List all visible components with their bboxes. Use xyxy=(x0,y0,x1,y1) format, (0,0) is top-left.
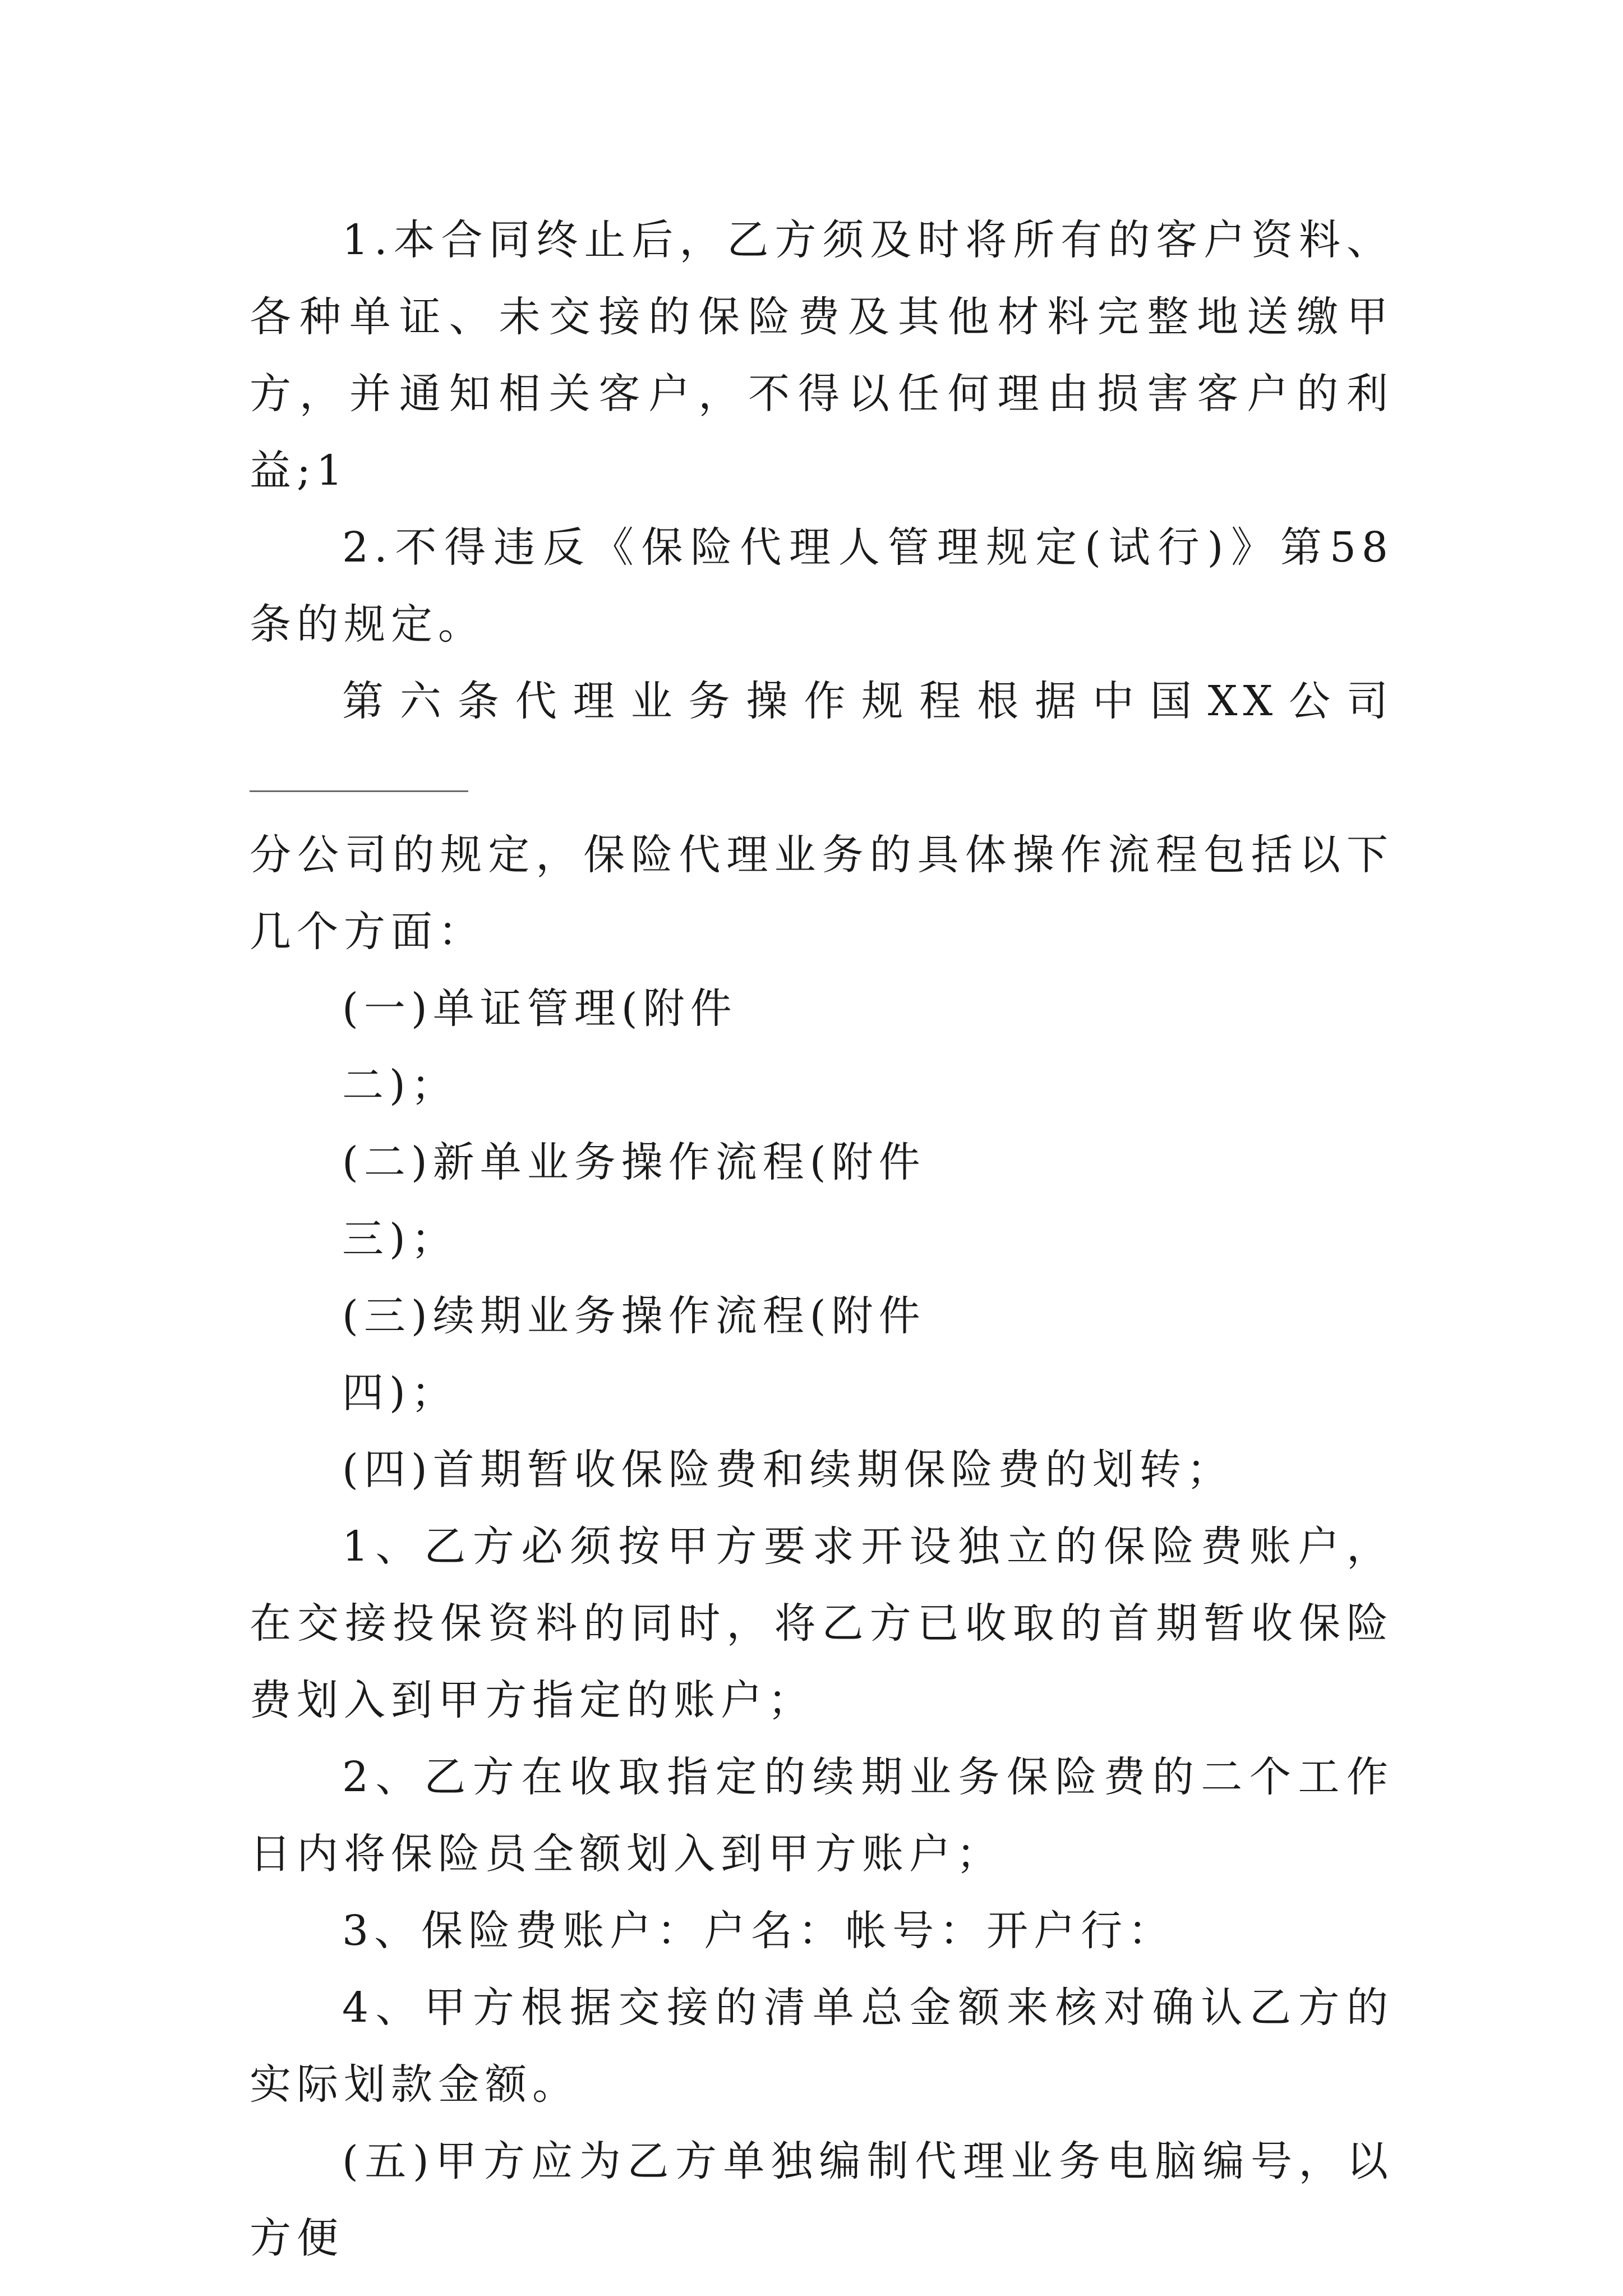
paragraph-amount-verification: 4、甲方根据交接的清单总金额来核对确认乙方的实际划款金额。 xyxy=(250,1984,1394,2109)
paragraph-item-3-annex: 四)； xyxy=(342,1369,458,1417)
paragraph-item-2-annex: 三)； xyxy=(342,1215,458,1263)
paragraph-item-5: (五)甲方应为乙方单独编制代理业务电脑编号，以方便 xyxy=(250,2137,1394,2262)
paragraph-article-six-continued: 分公司的规定，保险代理业务的具体操作流程包括以下几个方面： xyxy=(250,831,1394,956)
document-body xyxy=(250,202,1394,2277)
paragraph-item-1-annex: 二)； xyxy=(342,1061,458,1110)
paragraph-account-info: 3、保险费账户：户名：帐号：开户行： xyxy=(342,1907,1175,1955)
paragraph-item-1: (一)单证管理(附件 xyxy=(342,984,737,1033)
paragraph-regulation-compliance: 2.不得违反《保险代理人管理规定(试行)》第58条的规定。 xyxy=(250,523,1394,648)
paragraph-item-2: (二)新单业务操作流程(附件 xyxy=(342,1138,926,1186)
paragraph-item-4: (四)首期暂收保险费和续期保险费的划转； xyxy=(342,1446,1234,1494)
paragraph-article-six xyxy=(250,663,1394,817)
paragraph-item-3: (三)续期业务操作流程(附件 xyxy=(342,1292,926,1340)
paragraph-renewal-transfer: 2、乙方在收取指定的续期业务保险费的二个工作日内将保险员全额划入到甲方账户； xyxy=(250,1753,1394,1878)
paragraph-termination-duties: 1.本合同终止后，乙方须及时将所有的客户资料、各种单证、未交接的保险费及其他材料完整地送缴甲方，并通知相关客户，不得以任何理由损害客户的利益;1 xyxy=(250,216,1394,495)
fill-in-blank xyxy=(250,757,468,792)
article-six-text: 第六条代理业务操作规程根据中国XX公司 xyxy=(342,677,1394,725)
paragraph-account-setup: 1、乙方必须按甲方要求开设独立的保险费账户，在交接投保资料的同时，将乙方已收取的首期暂收保险费划入到甲方指定的账户； xyxy=(250,1522,1394,1724)
